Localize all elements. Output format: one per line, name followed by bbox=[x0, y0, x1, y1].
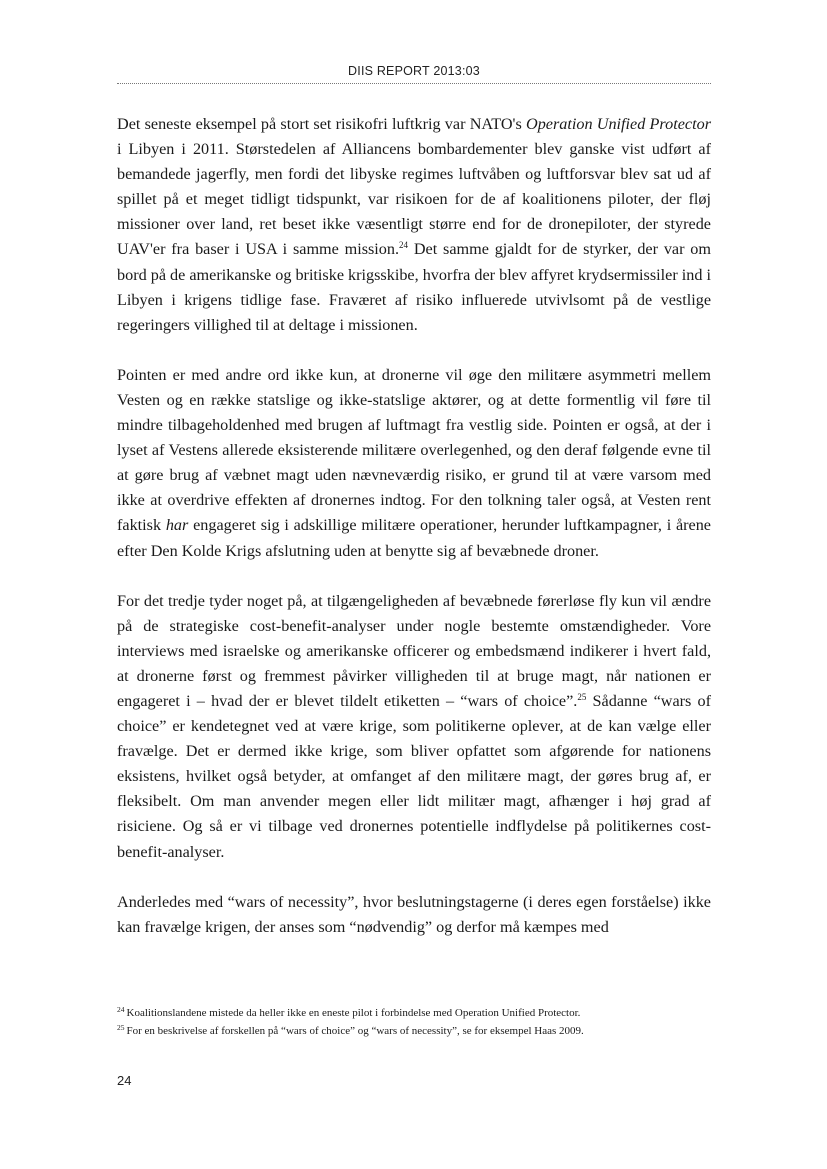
paragraph-text: Det seneste eksempel på stort set risikofri luftkrig var NATO's bbox=[117, 115, 526, 133]
paragraph bbox=[117, 363, 711, 564]
running-head: DIIS REPORT 2013:03 bbox=[348, 64, 480, 78]
page-number: 24 bbox=[117, 1073, 132, 1088]
paragraph bbox=[117, 890, 711, 940]
paragraph-text: Pointen er med andre ord ikke kun, at dronerne vil øge den militære asymmetri mellem Vesten og en række statslige og ikke-statslige aktører, og at dette formentlig vil føre til mindre tilbageholdenhed med brugen af luftmagt fra vestlig side. Pointen er også, at der i lyset af Vestens allerede eksisterende militære overlegenhed, og den deraf følgende evne til at gøre brug af væbnet magt uden nævneværdig risiko, er grund til at være varsom med ikke at overdrive effekten af dronernes indtog. For den tolkning taler også, at Vesten rent faktisk bbox=[117, 365, 711, 535]
footnotes bbox=[117, 1004, 711, 1040]
paragraph-text: engageret sig i adskillige militære operationer, herunder luftkampagner, i årene efter Den Kolde Krigs afslutning uden at benytte sig af bevæbnede droner. bbox=[117, 516, 711, 560]
footnote-text: For en beskrivelse af forskellen på “wars of choice” og “wars of necessity”, se for eksempel Haas 2009. bbox=[126, 1025, 584, 1037]
footnote-reference: 25 bbox=[577, 691, 587, 702]
footnote-reference: 24 bbox=[399, 240, 409, 251]
footnote bbox=[117, 1004, 711, 1022]
footnote-number: 25 bbox=[117, 1023, 125, 1032]
paragraph bbox=[117, 589, 711, 865]
paragraph bbox=[117, 112, 711, 338]
paragraph-text: i Libyen i 2011. Størstedelen af Alliancens bombardementer blev ganske vist udført af bemandede jagerfly, men fordi det libyske regimes luftvåben og luftforsvar blev sat ud af spillet på et meget tidligt tidspunkt, var risikoen for de af koalitionens piloter, der fløj missioner over land, ret beset ikke væsentligt større end for de dronepiloter, der styrede UAV'er fra baser i USA i samme mission. bbox=[117, 140, 711, 259]
header-divider bbox=[117, 83, 711, 84]
footnote-number: 24 bbox=[117, 1005, 125, 1014]
paragraph-text: Anderledes med “wars of necessity”, hvor beslutningstagerne (i deres egen forståelse) ikke kan fravælge krigen, der anses som “nødvendig” og derfor må kæmpes med bbox=[117, 892, 711, 936]
italic-text: har bbox=[165, 516, 189, 535]
footnote-text: Koalitionslandene mistede da heller ikke en eneste pilot i forbindelse med Operation Unified Protector. bbox=[126, 1007, 581, 1019]
footnote bbox=[117, 1022, 711, 1040]
paragraph-text: Sådanne “wars of choice” er kendetegnet ved at være krige, som politikerne oplever, at de kan vælge eller fravælge. Det er dermed ikke krige, som bliver opfattet som afgørende for nationens eksistens, hvilket også betyder, at omfanget af den militære magt, der gøres brug af, er fleksibelt. Om man anvender megen eller lidt militær magt, afhænger i høj grad af risiciene. Og så er vi tilbage ved dronernes potentielle indflydelse på politikernes cost-benefit-analyser. bbox=[117, 691, 712, 861]
italic-text: Operation Unified Protector bbox=[526, 115, 711, 133]
paragraph-text: Det samme gjaldt for de styrker, der var om bord på de amerikanske og britiske krigsskibe, hvorfra der blev affyret krydsermissiler ind i Libyen i krigens tidlige fase. Fraværet af risiko influerede utvivlsomt på de vestlige regeringers villighed til at deltage i missionen. bbox=[117, 240, 711, 334]
paragraph-text: For det tredje tyder noget på, at tilgængeligheden af bevæbnede førerløse fly kun vil ændre på de strategiske cost-benefit-analyser under nogle bestemte omstændigheder. Vore interviews med israelske og amerikanske officerer og embedsmænd indikerer i hvert fald, at dronerne først og fremmest påvirker villigheden til at bruge magt, når nationen er engageret i – hvad der er blevet tildelt etiketten – “wars of choice”. bbox=[117, 591, 711, 710]
body-text bbox=[117, 112, 711, 940]
